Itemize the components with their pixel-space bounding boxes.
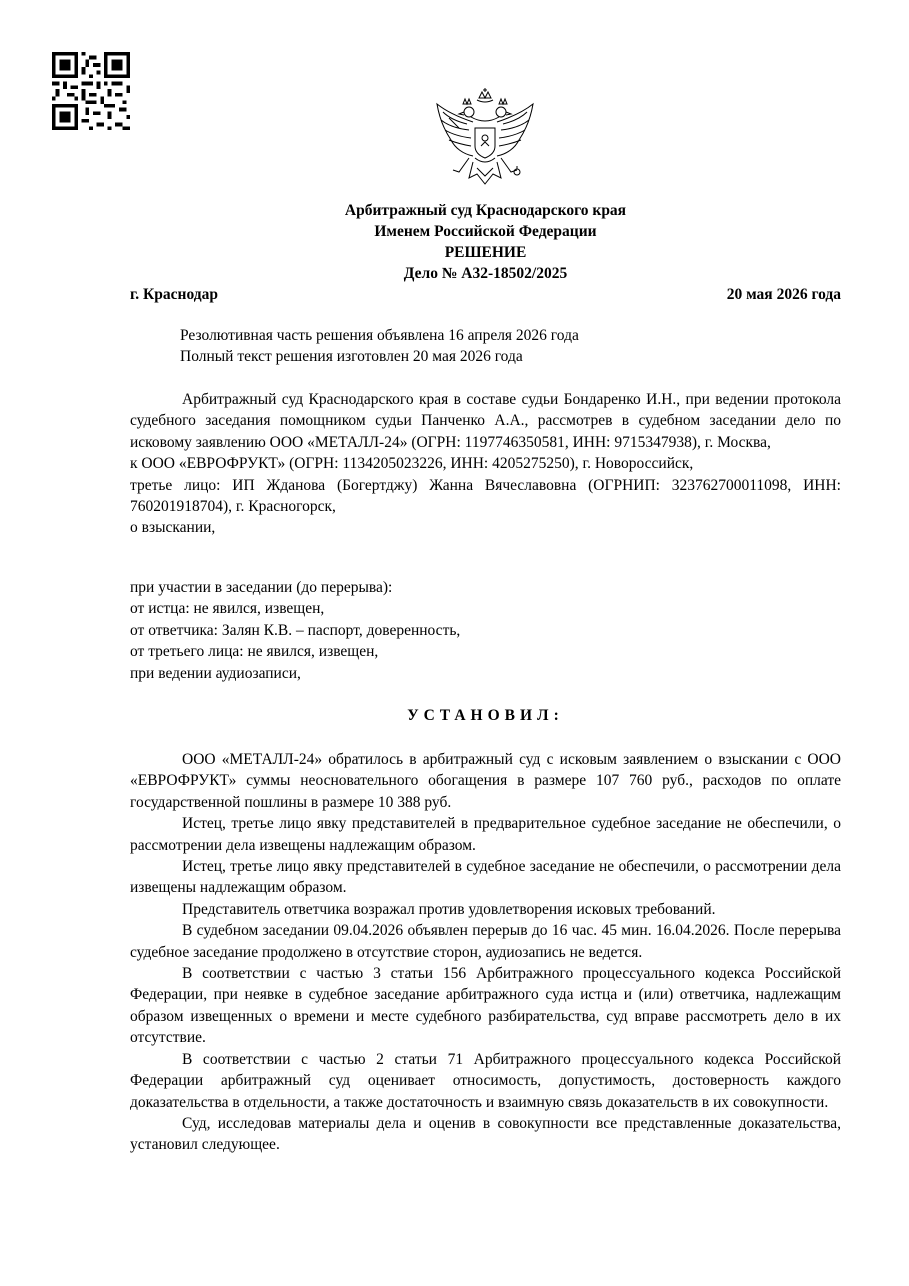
place: г. Краснодар [130,286,218,303]
resolution-info [180,325,579,367]
russian-coat-of-arms-icon [433,88,537,196]
subject-line: о взыскании, [130,519,216,537]
resolution-line: Полный текст решения изготовлен 20 мая 2026 года [180,348,523,365]
place-date-line [130,284,841,305]
document-type: РЕШЕНИЕ [444,244,527,261]
qr-code-icon [52,52,130,130]
body-paragraph: Представитель ответчика возражал против удовлетворения исковых требований. [182,900,716,918]
participation-line: при ведении аудиозаписи, [130,664,301,682]
participation-line: от третьего лица: не явился, извещен, [130,643,379,661]
body-paragraph: Истец, третье лицо явку представителей в предварительное судебное заседание не обеспечили, о рассмотрении дела извещены надлежащим образом. [130,815,841,854]
body-paragraph: Истец, третье лицо явку представителей в судебное заседание не обеспечили, о рассмотрении дела извещены надлежащим образом. [130,858,841,897]
body-paragraph: В судебном заседании 09.04.2026 объявлен перерыв до 16 час. 45 мин. 16.04.2026. После перерыва судебное заседание продолжено в отсутствие сторон, аудиозапись не ведется. [130,922,841,961]
established-heading: УСТАНОВИЛ: [407,707,564,724]
body-paragraph: Суд, исследовав материалы дела и оценив в совокупности все представленные доказательства, установил следующее. [130,1114,841,1154]
participation-block [130,577,841,684]
intro-block [130,389,841,539]
document-header [130,200,841,284]
body-paragraph: В соответствии с частью 3 статьи 156 Арбитражного процессуального кодекса Российской Федерации, при неявке в судебное заседание арбитражного суда истца и (или) ответчика, надлежащим образом извещенных о времени и месте судебного разбирательства, суд вправе рассмотреть дело в их отсутствие. [130,965,841,1047]
defendant-line: к ООО «ЕВРОФРУКТ» (ОГРН: 1134205023226, ИНН: 4205275250), г. Новороссийск, [130,455,694,473]
in-name-of: Именем Российской Федерации [374,223,597,240]
court-name: Арбитражный суд Краснодарского края [344,202,627,219]
case-number: Дело № А32-18502/2025 [403,265,568,282]
date: 20 мая 2026 года [726,286,841,303]
resolution-line: Резолютивная часть решения объявлена 16 апреля 2026 года [180,327,579,344]
body-paragraph: В соответствии с частью 2 статьи 71 Арбитражного процессуального кодекса Российской Федерации арбитражный суд оценивает относимость, допустимость, достоверность каждого доказательства в отдельности, а также достаточность и взаимную связь доказательств в их совокупности. [130,1050,841,1111]
body-paragraph: ООО «МЕТАЛЛ-24» обратилось в арбитражный суд с исковым заявлением о взыскании с ООО «ЕВРОФРУКТ» суммы неосновательного обогащения в размере 107 760 руб., расходов по оплате государственной пошлины в размере 10 388 руб. [130,751,841,811]
intro-paragraph: Арбитражный суд Краснодарского края в составе судьи Бондаренко И.Н., при ведении протокола судебного заседания помощником судьи Панченко А.А., рассмотрев в судебном заседании дело по исковому заявлению ООО «МЕТАЛЛ-24» (ОГРН: 1197746350581, ИНН: 9715347938), г. Москва, [130,391,841,451]
established-body [130,749,841,1156]
participation-line: от ответчика: Залян К.В. – паспорт, доверенность, [130,621,461,639]
participation-line: при участии в заседании (до перерыва): [130,579,393,596]
participation-line: от истца: не явился, извещен, [130,600,325,618]
third-party-line: третье лицо: ИП Жданова (Богертджу) Жанна Вячеславовна (ОГРНИП: 323762700011098, ИНН: 760201918704), г. Красногорск, [130,476,841,516]
